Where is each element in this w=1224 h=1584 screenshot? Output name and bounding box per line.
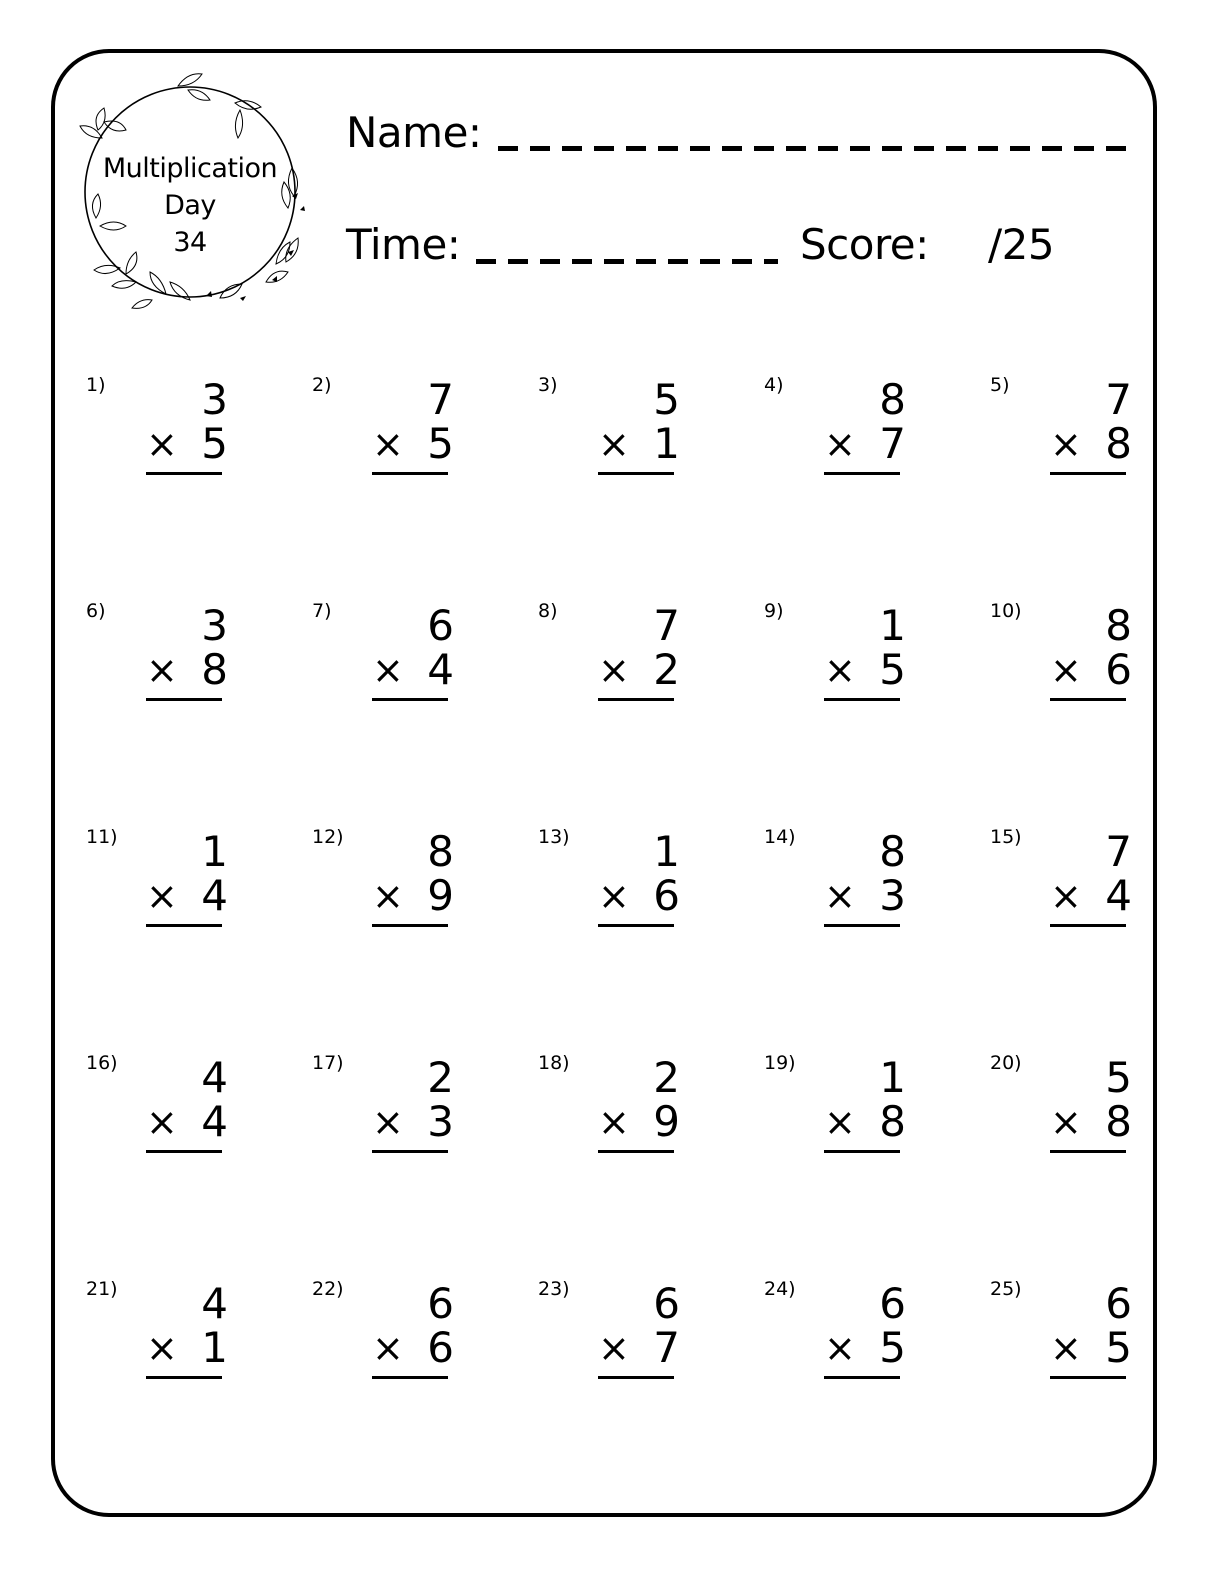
problem-number: 6): [86, 600, 106, 622]
problem-number: 12): [312, 826, 344, 848]
multiply-icon: ×: [824, 874, 856, 918]
problem-item: [764, 600, 964, 740]
multiply-icon: ×: [372, 874, 404, 918]
score-label: Score:: [800, 220, 929, 269]
problem-number: 16): [86, 1052, 118, 1074]
problem-item: [990, 600, 1190, 740]
bottom-factor: 4: [1105, 871, 1132, 920]
bottom-factor: 2: [653, 645, 680, 694]
problem-item: [538, 826, 738, 966]
top-factor: 1: [879, 601, 906, 650]
bottom-factor: 6: [427, 1323, 454, 1372]
bottom-factor: 7: [653, 1323, 680, 1372]
problem-number: 9): [764, 600, 784, 622]
bottom-factor: 5: [879, 645, 906, 694]
bottom-factor: 5: [201, 419, 228, 468]
problem-item: [538, 374, 738, 514]
top-factor: 8: [1105, 601, 1132, 650]
multiply-icon: ×: [598, 648, 630, 692]
problem-number: 5): [990, 374, 1010, 396]
problem-number: 3): [538, 374, 558, 396]
problem-number: 18): [538, 1052, 570, 1074]
top-factor: 6: [427, 601, 454, 650]
answer-line[interactable]: [598, 924, 674, 927]
multiply-icon: ×: [824, 1326, 856, 1370]
bottom-factor: 5: [1105, 1323, 1132, 1372]
multiply-icon: ×: [824, 1100, 856, 1144]
answer-line[interactable]: [1050, 1150, 1126, 1153]
bottom-factor: 1: [201, 1323, 228, 1372]
top-factor: 5: [653, 375, 680, 424]
multiply-icon: ×: [146, 422, 178, 466]
top-factor: 6: [653, 1279, 680, 1328]
top-factor: 6: [879, 1279, 906, 1328]
top-factor: 4: [201, 1279, 228, 1328]
problem-item: [990, 374, 1190, 514]
multiply-icon: ×: [372, 1100, 404, 1144]
top-factor: 2: [427, 1053, 454, 1102]
answer-line[interactable]: [146, 924, 222, 927]
multiply-icon: ×: [598, 422, 630, 466]
problem-item: [764, 1278, 964, 1418]
problem-item: [312, 1278, 512, 1418]
top-factor: 2: [653, 1053, 680, 1102]
answer-line[interactable]: [598, 1150, 674, 1153]
problem-number: 15): [990, 826, 1022, 848]
multiply-icon: ×: [146, 874, 178, 918]
top-factor: 1: [653, 827, 680, 876]
problem-number: 14): [764, 826, 796, 848]
problem-number: 24): [764, 1278, 796, 1300]
top-factor: 7: [1105, 827, 1132, 876]
bottom-factor: 1: [653, 419, 680, 468]
multiply-icon: ×: [146, 1326, 178, 1370]
multiply-icon: ×: [372, 1326, 404, 1370]
answer-line[interactable]: [824, 1376, 900, 1379]
multiply-icon: ×: [1050, 648, 1082, 692]
problem-number: 1): [86, 374, 106, 396]
bottom-factor: 6: [653, 871, 680, 920]
problem-item: [990, 1052, 1190, 1192]
top-factor: 1: [201, 827, 228, 876]
bottom-factor: 6: [1105, 645, 1132, 694]
bottom-factor: 3: [427, 1097, 454, 1146]
answer-line[interactable]: [372, 1150, 448, 1153]
problem-item: [538, 1052, 738, 1192]
day-number: 34: [173, 227, 207, 258]
problem-item: [86, 1278, 286, 1418]
problem-item: [990, 826, 1190, 966]
bottom-factor: 5: [427, 419, 454, 468]
answer-line[interactable]: [146, 472, 222, 475]
bottom-factor: 8: [1105, 419, 1132, 468]
top-factor: 3: [201, 375, 228, 424]
bottom-factor: 5: [879, 1323, 906, 1372]
problem-item: [538, 1278, 738, 1418]
top-factor: 3: [201, 601, 228, 650]
problem-item: [764, 826, 964, 966]
multiply-icon: ×: [598, 1326, 630, 1370]
answer-line[interactable]: [824, 698, 900, 701]
bottom-factor: 9: [653, 1097, 680, 1146]
top-factor: 6: [1105, 1279, 1132, 1328]
multiply-icon: ×: [598, 1100, 630, 1144]
top-factor: 8: [879, 375, 906, 424]
top-factor: 7: [653, 601, 680, 650]
bottom-factor: 8: [201, 645, 228, 694]
top-factor: 7: [427, 375, 454, 424]
answer-line[interactable]: [1050, 1376, 1126, 1379]
bottom-factor: 4: [201, 1097, 228, 1146]
answer-line[interactable]: [824, 472, 900, 475]
score-total: /25: [988, 220, 1055, 269]
top-factor: 1: [879, 1053, 906, 1102]
problem-item: [764, 374, 964, 514]
answer-line[interactable]: [146, 1150, 222, 1153]
problem-item: [86, 1052, 286, 1192]
answer-line[interactable]: [372, 924, 448, 927]
problem-number: 4): [764, 374, 784, 396]
problem-number: 19): [764, 1052, 796, 1074]
answer-line[interactable]: [1050, 698, 1126, 701]
multiply-icon: ×: [1050, 874, 1082, 918]
time-label: Time:: [346, 220, 461, 269]
multiply-icon: ×: [1050, 422, 1082, 466]
problem-item: [312, 374, 512, 514]
answer-line[interactable]: [1050, 924, 1126, 927]
top-factor: 6: [427, 1279, 454, 1328]
problem-number: 25): [990, 1278, 1022, 1300]
answer-line[interactable]: [372, 472, 448, 475]
problem-item: [538, 600, 738, 740]
multiply-icon: ×: [1050, 1100, 1082, 1144]
problem-number: 11): [86, 826, 118, 848]
multiply-icon: ×: [146, 648, 178, 692]
bottom-factor: 7: [879, 419, 906, 468]
problem-item: [764, 1052, 964, 1192]
answer-line[interactable]: [146, 698, 222, 701]
multiply-icon: ×: [824, 648, 856, 692]
answer-line[interactable]: [598, 698, 674, 701]
problem-number: 20): [990, 1052, 1022, 1074]
problem-number: 22): [312, 1278, 344, 1300]
multiply-icon: ×: [372, 648, 404, 692]
answer-line[interactable]: [598, 1376, 674, 1379]
answer-line[interactable]: [372, 1376, 448, 1379]
bottom-factor: 3: [879, 871, 906, 920]
multiply-icon: ×: [146, 1100, 178, 1144]
multiply-icon: ×: [824, 422, 856, 466]
title-line-1: Multiplication: [102, 153, 278, 184]
bottom-factor: 4: [427, 645, 454, 694]
multiply-icon: ×: [1050, 1326, 1082, 1370]
problem-number: 8): [538, 600, 558, 622]
problem-item: [312, 600, 512, 740]
answer-line[interactable]: [372, 698, 448, 701]
top-factor: 8: [427, 827, 454, 876]
top-factor: 4: [201, 1053, 228, 1102]
top-factor: 5: [1105, 1053, 1132, 1102]
problem-number: 13): [538, 826, 570, 848]
name-label: Name:: [346, 108, 482, 157]
problem-number: 2): [312, 374, 332, 396]
answer-line[interactable]: [598, 472, 674, 475]
problem-number: 10): [990, 600, 1022, 622]
problem-number: 17): [312, 1052, 344, 1074]
answer-line[interactable]: [824, 1150, 900, 1153]
problem-number: 7): [312, 600, 332, 622]
answer-line[interactable]: [824, 924, 900, 927]
bottom-factor: 8: [879, 1097, 906, 1146]
top-factor: 7: [1105, 375, 1132, 424]
bottom-factor: 4: [201, 871, 228, 920]
multiply-icon: ×: [372, 422, 404, 466]
bottom-factor: 8: [1105, 1097, 1132, 1146]
answer-line[interactable]: [146, 1376, 222, 1379]
problem-item: [86, 826, 286, 966]
top-factor: 8: [879, 827, 906, 876]
problem-number: 21): [86, 1278, 118, 1300]
multiply-icon: ×: [598, 874, 630, 918]
problem-item: [312, 1052, 512, 1192]
title-line-2: Day: [164, 190, 216, 221]
bottom-factor: 9: [427, 871, 454, 920]
problem-item: [86, 600, 286, 740]
problem-item: [990, 1278, 1190, 1418]
problem-number: 23): [538, 1278, 570, 1300]
problem-item: [86, 374, 286, 514]
problem-item: [312, 826, 512, 966]
answer-line[interactable]: [1050, 472, 1126, 475]
